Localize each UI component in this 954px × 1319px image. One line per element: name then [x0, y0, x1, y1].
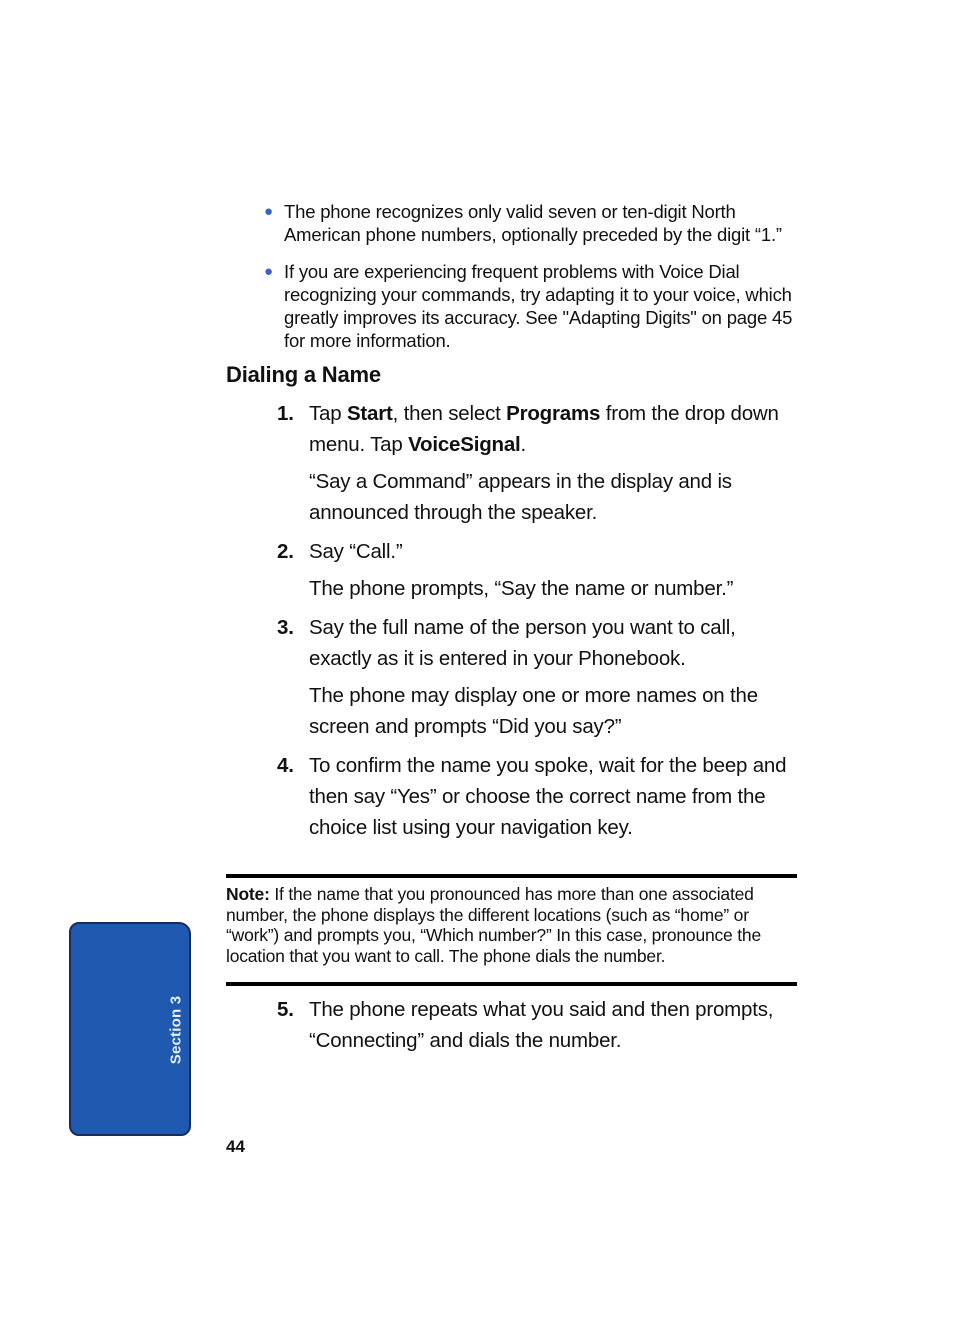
page-number: 44 — [226, 1137, 245, 1156]
step-text: from the drop down menu. Tap — [309, 402, 779, 456]
bullet-text: If you are experiencing frequent problems with Voice Dial recognizing your commands, try adapting it to your voice, which greatly improves its accuracy. See "Adapting Digits" on page 45 for more information. — [284, 261, 793, 351]
note-label: Note: — [226, 884, 270, 904]
bullet-list — [262, 200, 802, 366]
step-4 — [226, 750, 801, 843]
bullet-dot-icon: ● — [264, 203, 273, 220]
step-text: Say “Call.” — [309, 540, 403, 563]
step-number: 4. — [277, 754, 294, 777]
section-tab-label: Section 3 — [167, 995, 185, 1065]
step-text: . — [520, 433, 527, 456]
step-2 — [226, 536, 801, 567]
voicesignal-term: VoiceSignal — [408, 433, 521, 456]
step-2-result: The phone prompts, “Say the name or number.” — [309, 577, 734, 600]
bullet-item — [262, 200, 802, 246]
note-box — [226, 874, 797, 986]
step-text: The phone repeats what you said and then prompts, “Connecting” and dials the number. — [309, 998, 774, 1052]
step-text: , then select — [392, 402, 507, 425]
steps-list — [226, 398, 801, 843]
step-3-result: The phone may display one or more names on the screen and prompts “Did you say?” — [309, 684, 758, 738]
step-text: Say the full name of the person you want to call, exactly as it is entered in your Phonebook. — [309, 616, 736, 670]
bullet-text: The phone recognizes only valid seven or ten-digit North American phone numbers, optionally preceded by the digit “1.” — [284, 201, 782, 245]
step-number: 2. — [277, 540, 294, 563]
step-number: 5. — [277, 998, 294, 1021]
step-5 — [226, 994, 801, 1056]
step-text: To confirm the name you spoke, wait for the beep and then say “Yes” or choose the correct name from the choice list using your navigation key. — [309, 754, 787, 839]
step-1 — [226, 398, 801, 460]
programs-term: Programs — [506, 402, 601, 425]
section-heading: Dialing a Name — [226, 362, 381, 387]
note-text: If the name that you pronounced has more than one associated number, the phone displays the different locations (such as “home” or “work”) and prompts you, “Which number?” In this case, pronounce the location that you want to call. The phone dials the number. — [226, 884, 761, 966]
bullet-item — [262, 260, 802, 352]
step-number: 1. — [277, 402, 294, 425]
step-number: 3. — [277, 616, 294, 639]
bullet-dot-icon: ● — [264, 263, 273, 280]
step-text: Tap — [309, 402, 347, 425]
step-3 — [226, 612, 801, 674]
start-term: Start — [346, 402, 393, 425]
step-5-container — [226, 994, 801, 1056]
step-1-result: “Say a Command” appears in the display and is announced through the speaker. — [309, 470, 732, 524]
